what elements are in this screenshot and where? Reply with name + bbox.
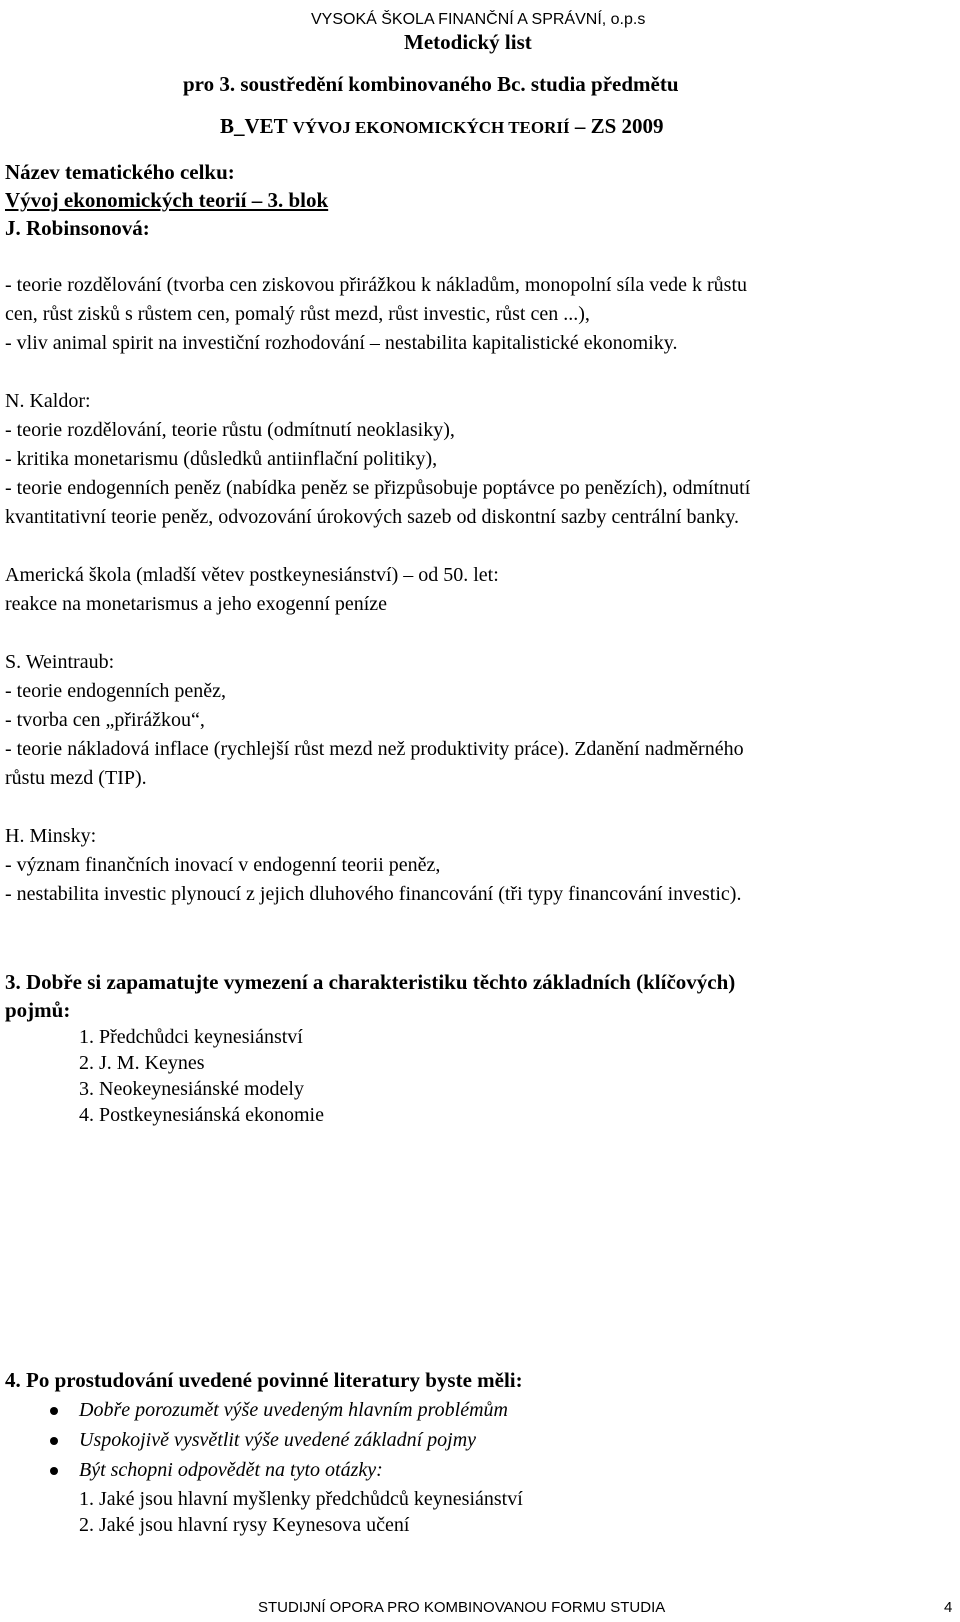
american-heading: Americká škola: [5, 564, 132, 586]
minsky-line: - význam finančních inovací v endogenní teorii peněz,: [5, 854, 441, 876]
doc-title: Metodický list: [404, 30, 532, 54]
task4-question: 2. Jaké jsou hlavní rysy Keynesova učení: [79, 1514, 410, 1536]
weintraub-line: - teorie nákladová inflace (rychlejší růst mezd než produktivity práce). Zdanění nadměrného: [5, 738, 744, 760]
task3-item: 1. Předchůdci keynesiánství: [79, 1026, 303, 1048]
minsky-heading: H. Minsky:: [5, 825, 97, 847]
robinson-line: - teorie rozdělování (tvorba cen ziskovou přirážkou k nákladům, monopolní síla vede k růstu: [5, 274, 748, 296]
minsky-line: - nestabilita investic plynoucí z jejich dluhového financování (tři typy financování investic).: [5, 883, 742, 905]
course-code: B_VET: [220, 114, 293, 138]
kaldor-line: - teorie endogenních peněz (nabídka peněz se přizpůsobuje poptávce po penězích), odmítnutí: [5, 477, 751, 499]
kaldor-heading: N. Kaldor:: [5, 390, 91, 412]
footer-text: STUDIJNÍ OPORA PRO KOMBINOVANOU FORMU STUDIA: [258, 1599, 666, 1616]
task4-question: 1. Jaké jsou hlavní myšlenky předchůdců keynesiánství: [79, 1488, 523, 1510]
bullet-icon: [50, 1407, 58, 1415]
task3-heading-cont: pojmů:: [5, 998, 71, 1022]
course-term: – ZS 2009: [569, 114, 664, 138]
american-line: reakce na monetarismus a jeho exogenní peníze: [5, 593, 388, 615]
task4-bullet: Dobře porozumět výše uvedeným hlavním problémům: [79, 1399, 508, 1421]
kaldor-line: kvantitativní teorie peněz, odvozování úrokových sazeb od diskontní sazby centrální banky.: [5, 506, 740, 528]
course-name: VÝVOJ EKONOMICKÝCH TEORIÍ: [292, 118, 570, 137]
bullet-icon: [50, 1437, 58, 1445]
task3-item: 4. Postkeynesiánská ekonomie: [79, 1104, 324, 1126]
robinson-heading: J. Robinsonová:: [5, 216, 150, 240]
doc-subtitle: pro 3. soustředění kombinovaného Bc. studia předmětu: [183, 72, 679, 96]
kaldor-line: - teorie rozdělování, teorie růstu (odmítnutí neoklasiky),: [5, 419, 455, 441]
kaldor-line: - kritika monetarismu (důsledků antiinflační politiky),: [5, 448, 438, 470]
task3-item: 2. J. M. Keynes: [79, 1052, 205, 1074]
topic-name: Vývoj ekonomických teorií – 3. blok: [5, 188, 329, 212]
page-number: 4: [944, 1599, 953, 1616]
task3-item: 3. Neokeynesiánské modely: [79, 1078, 304, 1100]
weintraub-heading: S. Weintraub:: [5, 651, 115, 673]
bullet-icon: [50, 1467, 58, 1475]
weintraub-line: - teorie endogenních peněz,: [5, 680, 227, 702]
american-heading-line: [5, 562, 499, 588]
topic-label: Název tematického celku:: [5, 160, 235, 184]
robinson-line: - vliv animal spirit na investiční rozhodování – nestabilita kapitalistické ekonomiky.: [5, 332, 678, 354]
task3-heading: 3. Dobře si zapamatujte vymezení a charakteristiku těchto základních (klíčových): [5, 970, 736, 994]
task4-bullet: Být schopni odpovědět na tyto otázky:: [79, 1459, 383, 1481]
robinson-line: cen, růst zisků s růstem cen, pomalý růst mezd, růst investic, růst cen ...),: [5, 303, 590, 325]
institution-name: VYSOKÁ ŠKOLA FINANČNÍ A SPRÁVNÍ, o.p.s: [311, 11, 646, 28]
weintraub-line: růstu mezd (TIP).: [5, 767, 147, 789]
task4-heading: 4. Po prostudování uvedené povinné literatury byste měli:: [5, 1368, 523, 1392]
weintraub-line: - tvorba cen „přirážkou“,: [5, 709, 205, 731]
task4-bullet: Uspokojivě vysvětlit výše uvedené základní pojmy: [79, 1429, 477, 1451]
course-line: [220, 112, 664, 142]
american-heading-rest: (mladší větev postkeynesiánství) – od 50. let:: [131, 564, 499, 586]
